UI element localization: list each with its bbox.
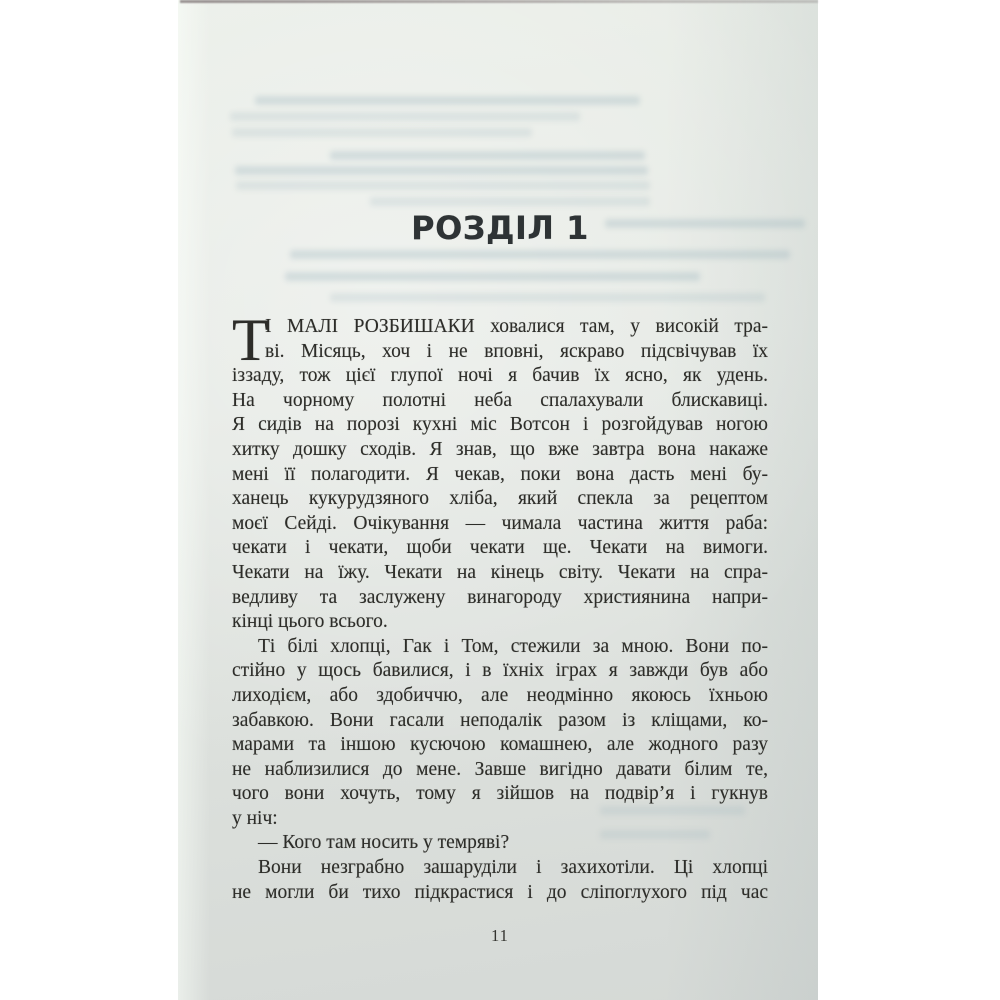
text-line: забавкою. Вони гасали неподалік разом із кліщами, ко-: [232, 709, 768, 731]
book-page: [178, 0, 818, 1000]
text-line: моєї Сейді. Очікування — чимала частина життя раба:: [232, 512, 768, 534]
text-line: чого вони хочуть, тому я зійшов на подвір’я і гукнув: [232, 783, 768, 805]
text-line: Вони незграбно зашаруділи і захихотіли. Ці хлопці: [258, 857, 768, 879]
drop-cap: Т: [232, 307, 269, 373]
body-text: [232, 307, 768, 905]
text-line: іззаду, тож цієї глупої ночі я бачив їх ясно, як удень.: [232, 365, 768, 387]
text-line: ханець кукурудзяного хліба, який спекла за рецептом: [232, 488, 768, 510]
text-line: Чекати на їжу. Чекати на кінець світу. Чекати на спра-: [232, 561, 768, 583]
showthrough-line: [370, 197, 650, 206]
text-line: не наблизилися до мене. Завше вигідно давати білим те,: [232, 758, 768, 780]
text-line: Я сидів на порозі кухні міс Вотсон і розгойдував ногою: [232, 414, 768, 436]
text-line: чекати і чекати, щоби чекати ще. Чекати на вимоги.: [232, 537, 768, 559]
text-line: Ті білі хлопці, Гак і Том, стежили за мною. Вони по-: [258, 635, 768, 657]
text-line: мені її полагодити. Я чекав, поки вона дасть мені бу-: [232, 463, 768, 485]
page-number: 11: [491, 926, 509, 945]
text-line: ведливу та заслужену винагороду християнина напри-: [232, 586, 768, 608]
text-line: не могли би тихо підкрастися і до сліпоглухого під час: [232, 881, 768, 903]
paragraph: [232, 635, 768, 832]
text-line: стійно у щось бавилися, і в їхніх іграх я завжди був або: [232, 660, 768, 682]
text-line: марами та іншою кусючою комашнею, але жодного разу: [232, 734, 768, 756]
text-line: ві. Місяць, хоч і не вповні, яскраво підсвічував їх: [265, 340, 768, 362]
chapter-title: РОЗДІЛ 1: [411, 209, 589, 247]
text-line: у ніч:: [232, 807, 278, 829]
showthrough-line: [285, 272, 700, 281]
showthrough-line: [235, 166, 648, 175]
text-line: І МАЛІ РОЗБИШАКИ ховалися там, у високій тра-: [265, 316, 768, 337]
showthrough-line: [230, 112, 580, 121]
showthrough-line: [236, 181, 650, 190]
showthrough-line: [330, 293, 765, 302]
text-line: лиходієм, або здобиччю, але неодмінно якоюсь їхньою: [232, 684, 768, 706]
showthrough-line: [255, 96, 640, 105]
showthrough-line: [232, 128, 532, 137]
paragraph: [232, 307, 768, 635]
page-top-edge: [180, 0, 818, 3]
text-line: — Кого там носить у темряві?: [258, 832, 510, 854]
paragraph: [232, 856, 768, 905]
paragraph: [232, 831, 768, 856]
text-line: хитку дошку сходів. Я знав, що вже завтра вона накаже: [232, 438, 768, 460]
text-line: На чорному полотні неба спалахували блискавиці.: [232, 389, 768, 411]
showthrough-line: [330, 151, 645, 160]
showthrough-line: [290, 250, 790, 259]
text-line: кінці цього всього.: [232, 611, 388, 633]
